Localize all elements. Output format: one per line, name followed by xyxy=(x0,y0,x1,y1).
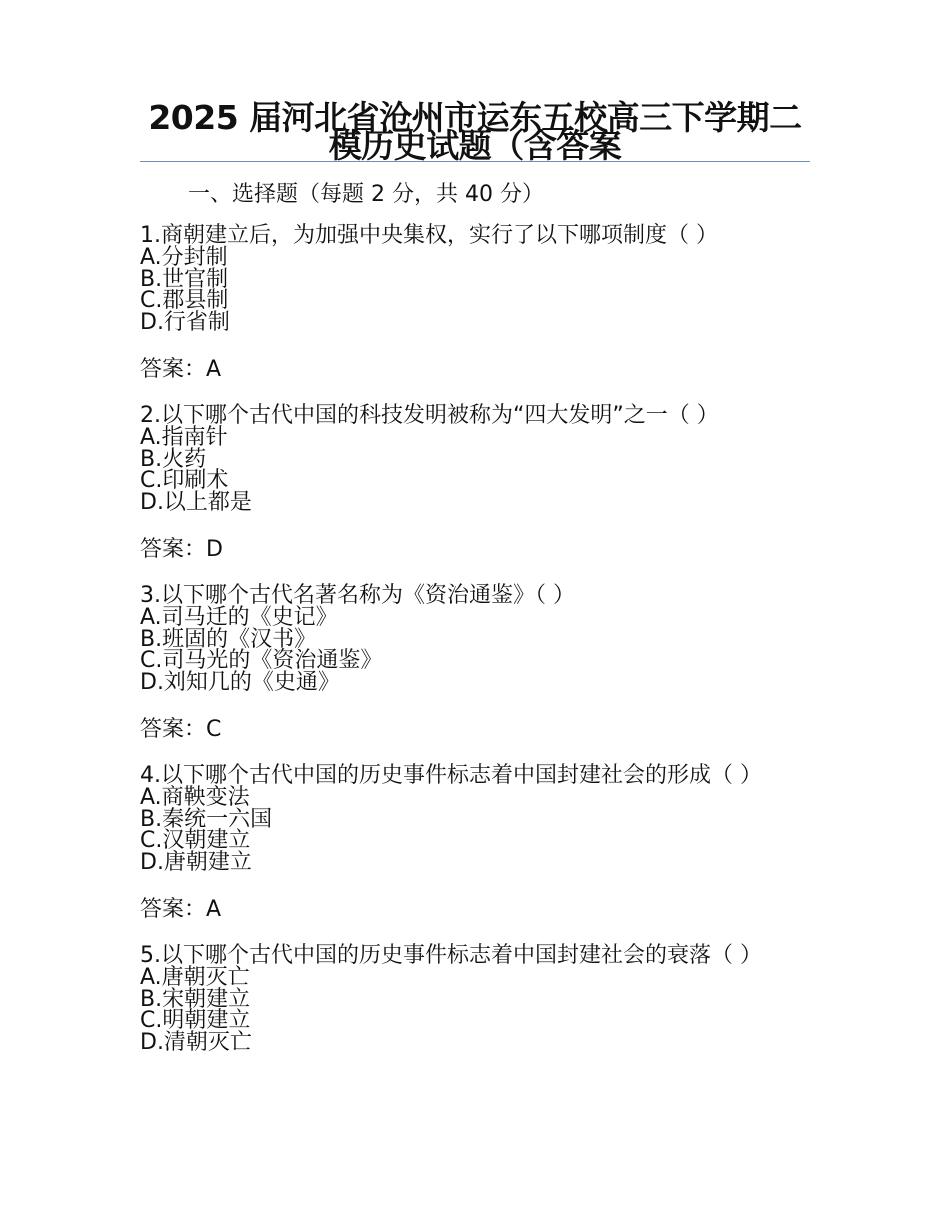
option-b: B.火药 xyxy=(140,446,207,472)
option-b: B.秦统一六国 xyxy=(140,806,273,832)
question-stem: 2.以下哪个古代中国的科技发明被称为“四大发明”之一（ ） xyxy=(140,403,719,428)
option-c: C.司马光的《资治通鉴》 xyxy=(140,648,383,673)
question-stem: 5.以下哪个古代中国的历史事件标志着中国封建社会的衰落（ ） xyxy=(140,943,762,968)
option-b: B.世官制 xyxy=(140,266,229,292)
option-d: D.清朝灭亡 xyxy=(140,1029,252,1055)
question-stem: 1.商朝建立后，为加强中央集权，实行了以下哪项制度（ ） xyxy=(140,223,718,248)
option-list xyxy=(140,607,810,693)
option-list xyxy=(140,967,810,1053)
option-a: A.分封制 xyxy=(140,245,228,270)
option-list xyxy=(140,247,810,333)
section-heading: 一、选择题（每题 2 分，共 40 分） xyxy=(188,182,544,207)
option-a: A.唐朝灭亡 xyxy=(140,965,250,990)
option-b: B.班固的《汉书》 xyxy=(140,626,317,652)
option-c: C.印刷术 xyxy=(140,468,229,493)
option-a: A.司马迁的《史记》 xyxy=(140,605,338,630)
option-c: C.郡县制 xyxy=(140,288,229,313)
option-c: C.明朝建立 xyxy=(140,1008,251,1033)
question-1 xyxy=(140,225,810,385)
title-underline xyxy=(140,161,810,162)
question-2 xyxy=(140,405,810,565)
option-b: B.宋朝建立 xyxy=(140,986,251,1012)
question-stem: 3.以下哪个古代名著名称为《资治通鉴》（ ） xyxy=(140,583,575,608)
question-list xyxy=(140,225,810,1053)
answer-line: 答案：A xyxy=(140,357,222,382)
question-4 xyxy=(140,765,810,925)
document-title: 2025 届河北省沧州市运东五校高三下学期二模历史试题（含答案 xyxy=(148,98,802,165)
question-stem: 4.以下哪个古代中国的历史事件标志着中国封建社会的形成（ ） xyxy=(140,763,762,788)
option-d: D.以上都是 xyxy=(140,489,252,515)
option-list xyxy=(140,427,810,513)
answer-line: 答案：D xyxy=(140,537,223,562)
question-3 xyxy=(140,585,810,745)
option-a: A.指南针 xyxy=(140,425,228,450)
question-5 xyxy=(140,945,810,1053)
option-a: A.商鞅变法 xyxy=(140,785,250,810)
answer-line: 答案：A xyxy=(140,897,222,922)
option-d: D.行省制 xyxy=(140,309,230,335)
option-d: D.刘知几的《史通》 xyxy=(140,669,340,695)
option-c: C.汉朝建立 xyxy=(140,828,251,853)
option-list xyxy=(140,787,810,873)
answer-line: 答案：C xyxy=(140,717,222,742)
option-d: D.唐朝建立 xyxy=(140,849,252,875)
